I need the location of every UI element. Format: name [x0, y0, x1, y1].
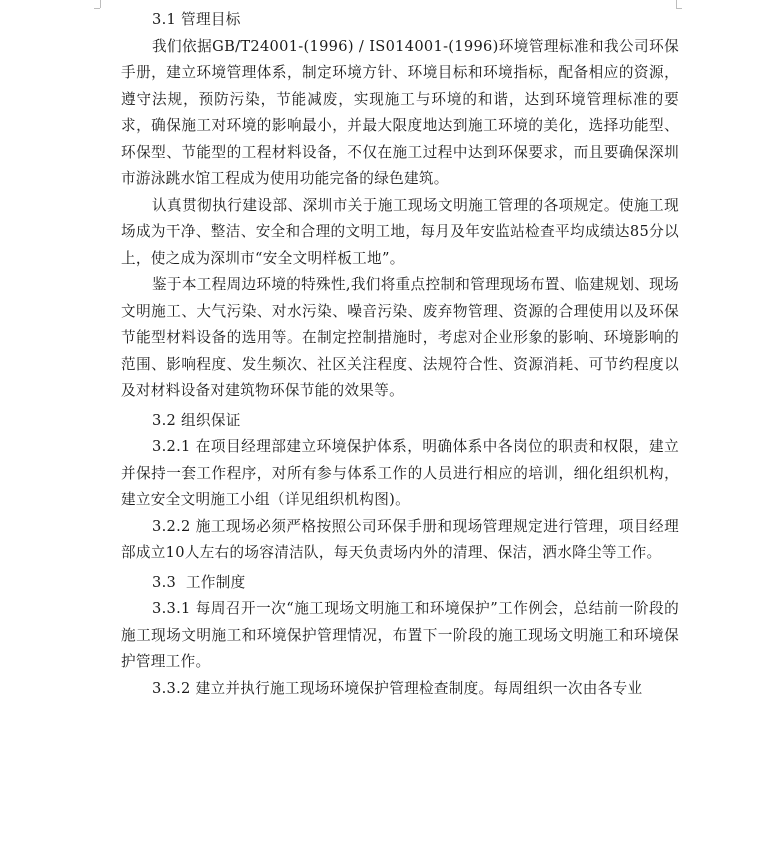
- paragraph-management-goals: 我们依据GB/T24001-(1996) / IS014001-(1996)环境管理标准和我公司环保手册，建立环境管理体系，制定环境方针、环境目标和环境指标，配备相应的资源，遵守法规，预防污染，节能减废，实现施工与环境的和谐，达到环境管理标准的要求，确保施工对环境的影响最小，并最大限度地达到施工环境的美化，选择功能型、环保型、节能型的工程材料设备，不仅在施工过程中达到环保要求，而且要确保深圳市游泳跳水馆工程成为使用功能完备的绿色建筑。: [121, 37, 679, 187]
- section-heading-3-1: 3.1 管理目标: [152, 11, 241, 28]
- paragraph-3-2-2: 3.2.2 施工现场必须严格按照公司环保手册和现场管理规定进行管理，项目经理部成立10人左右的场容清洁队，每天负责场内外的清理、保洁，洒水降尘等工作。: [121, 517, 679, 561]
- paragraph-civilized-construction: 认真贯彻执行建设部、深圳市关于施工现场文明施工管理的各项规定。使施工现场成为干净、整洁、安全和合理的文明工地，每月及年安监站检查平均成绩达85分以上，使之成为深圳市“安全文明样板工地”。: [121, 196, 679, 267]
- paragraph-key-controls: 鉴于本工程周边环境的特殊性,我们将重点控制和管理现场布置、临建规划、现场文明施工、大气污染、对水污染、噪音污染、废弃物管理、资源的合理使用以及环保节能型材料设备的选用等。在制定控制措施时，考虑对企业形象的影响、环境影响的范围、影响程度、发生频次、社区关注程度、法规符合性、资源消耗、可节约程度以及对材料设备对建筑物环保节能的效果等。: [121, 276, 679, 399]
- page-corner-guide-left-horizontal: [94, 8, 100, 9]
- paragraph-3-2-1: 3.2.1 在项目经理部建立环境保护体系，明确体系中各岗位的职责和权限，建立并保持一套工作程序，对所有参与体系工作的人员进行相应的培训，细化组织机构，建立安全文明施工小组（详见组织机构图)。: [121, 438, 679, 508]
- paragraph-3-3-2: 3.3.2 建立并执行施工现场环境保护管理检查制度。每周组织一次由各专业: [152, 679, 643, 697]
- section-heading-3-3: 3.3 工作制度: [152, 573, 246, 591]
- page-corner-guide-left: [100, 0, 101, 8]
- document-body: [121, 7, 679, 702]
- section-heading-3-2: 3.2 组织保证: [152, 411, 241, 429]
- paragraph-3-3-1: 3.3.1 每周召开一次“施工现场文明施工和环境保护”工作例会，总结前一阶段的施工现场文明施工和环境保护管理情况，布置下一阶段的施工现场文明施工和环境保护管理工作。: [121, 600, 679, 670]
